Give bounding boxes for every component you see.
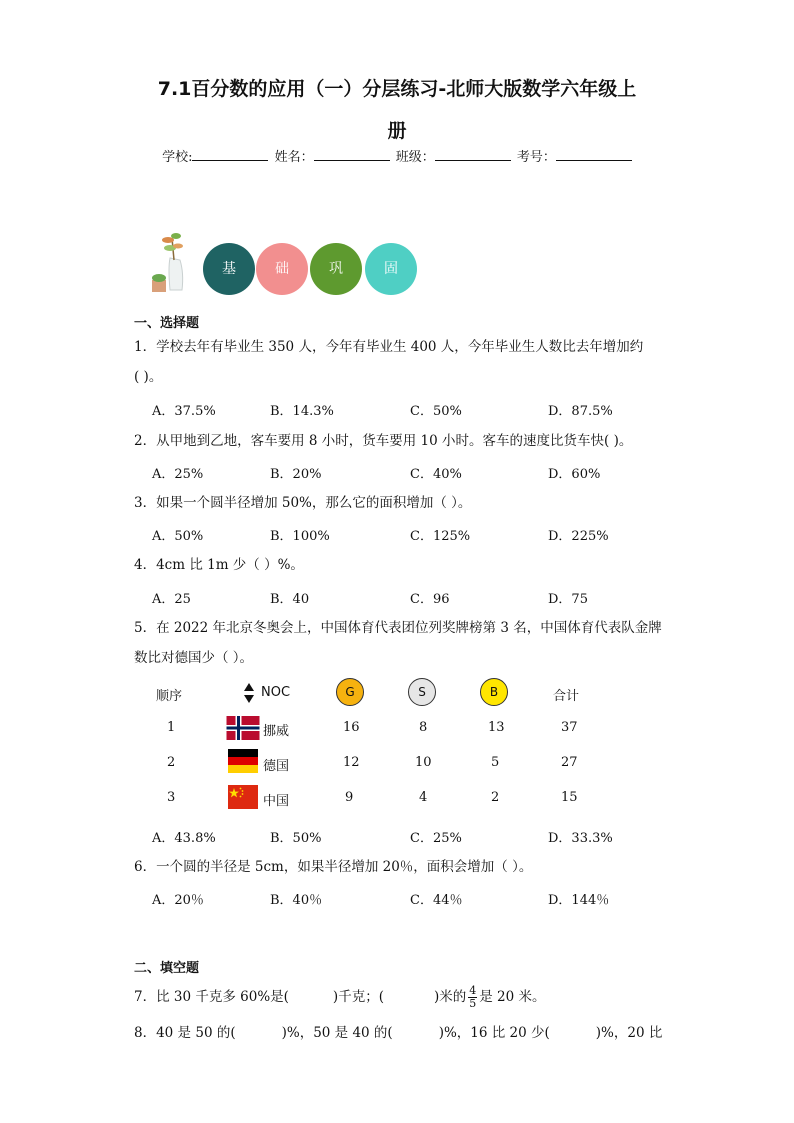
class-label: 班级： xyxy=(395,150,435,165)
question-1: 1．学校去年有毕业生 350 人，今年有毕业生 400 人，今年毕业生人数比去年增加约 ( )。 xyxy=(134,339,644,385)
row-1-total: 37 xyxy=(561,720,578,735)
plant-vase-icon xyxy=(148,228,192,296)
row-1-gold: 16 xyxy=(343,720,360,735)
badge-gong: 巩 xyxy=(310,243,362,295)
school-blank[interactable] xyxy=(192,148,268,161)
q3-option-b[interactable]: B．100% xyxy=(270,529,330,544)
q2-option-c[interactable]: C．40% xyxy=(410,467,462,482)
row-3-country: 中国 xyxy=(263,794,290,809)
question-3: 3．如果一个圆半径增加 50%，那么它的面积增加（ ）。 xyxy=(134,495,472,511)
row-3-total: 15 xyxy=(561,790,578,805)
q3-option-a[interactable]: A．50% xyxy=(152,529,204,544)
q3-option-d[interactable]: D．225% xyxy=(548,529,609,544)
q3-option-c[interactable]: C．125% xyxy=(410,529,471,544)
q2-option-b[interactable]: B．20% xyxy=(270,467,322,482)
q4-option-b[interactable]: B．40 xyxy=(270,592,310,607)
question-6: 6．一个圆的半径是 5cm，如果半径增加 20％，面积会增加（ ）。 xyxy=(134,859,533,875)
title-line-1: 7.1百分数的应用（一）分层练习-北师大版数学六年级上 xyxy=(157,78,637,100)
title-line-2: 册 xyxy=(387,120,407,142)
norway-flag-icon xyxy=(226,716,260,740)
row-2-silver: 10 xyxy=(415,755,432,770)
q5-option-d[interactable]: D．33.3% xyxy=(548,831,613,846)
class-blank[interactable] xyxy=(435,148,511,161)
q6-option-b[interactable]: B．40％ xyxy=(270,893,323,908)
header-rank: 顺序 xyxy=(156,689,183,704)
q1-option-b[interactable]: B．14.3% xyxy=(270,404,334,419)
exam-no-label: 考号： xyxy=(516,150,556,165)
row-2-rank: 2 xyxy=(167,755,176,770)
q4-option-d[interactable]: D．75 xyxy=(548,592,588,607)
row-3-rank: 3 xyxy=(167,790,176,805)
germany-flag-icon xyxy=(226,749,260,773)
row-1-rank: 1 xyxy=(167,720,176,735)
q5-option-c[interactable]: C．25% xyxy=(410,831,462,846)
q6-option-c[interactable]: C．44％ xyxy=(410,893,463,908)
section-fill-title: 二、填空题 xyxy=(134,961,200,976)
q2-option-d[interactable]: D．60% xyxy=(548,467,601,482)
badge-chu: 础 xyxy=(256,243,308,295)
q1-option-d[interactable]: D．87.5% xyxy=(548,404,613,419)
row-3-bronze: 2 xyxy=(491,790,500,805)
school-label: 学校: xyxy=(162,150,193,165)
bronze-medal-icon: B xyxy=(480,678,508,706)
student-info xyxy=(0,146,794,165)
row-1-silver: 8 xyxy=(419,720,428,735)
q6-option-d[interactable]: D．144％ xyxy=(548,893,610,908)
question-5: 5．在 2022 年北京冬奥会上，中国体育代表团位列奖牌榜第 3 名，中国体育代表队金牌 数比对德国少（ ）。 xyxy=(134,620,662,666)
fraction-four-fifths: $\frac{4}{5}$ xyxy=(469,984,477,1010)
row-1-bronze: 13 xyxy=(488,720,505,735)
q5-option-a[interactable]: A．43.8% xyxy=(152,831,216,846)
china-flag-icon xyxy=(226,785,260,809)
row-3-silver: 4 xyxy=(419,790,428,805)
silver-medal-icon: S xyxy=(408,678,436,706)
row-2-country: 德国 xyxy=(263,759,290,774)
q5-option-b[interactable]: B．50% xyxy=(270,831,322,846)
header-noc: NOC xyxy=(261,685,291,700)
q1-option-c[interactable]: C．50% xyxy=(410,404,462,419)
sort-icon[interactable] xyxy=(243,682,255,704)
question-4: 4．4cm 比 1m 少（ ）%。 xyxy=(134,557,304,573)
q6-option-a[interactable]: A．20％ xyxy=(152,893,204,908)
exam-no-blank[interactable] xyxy=(556,148,632,161)
badge-ji: 基 xyxy=(203,243,255,295)
row-2-bronze: 5 xyxy=(491,755,500,770)
row-1-country: 挪威 xyxy=(263,724,290,739)
row-2-total: 27 xyxy=(561,755,578,770)
name-blank[interactable] xyxy=(314,148,390,161)
q4-option-c[interactable]: C．96 xyxy=(410,592,450,607)
row-3-gold: 9 xyxy=(345,790,354,805)
question-7: 7．比 30 千克多 60%是( )千克；( )米的 $\frac{4}{5}$ 是 20 米。 xyxy=(134,984,546,1010)
q1-option-a[interactable]: A．37.5% xyxy=(152,404,216,419)
row-2-gold: 12 xyxy=(343,755,360,770)
section-choice-title: 一、选择题 xyxy=(134,316,200,331)
q2-option-a[interactable]: A．25% xyxy=(152,467,204,482)
page-title xyxy=(120,68,674,152)
gold-medal-icon: G xyxy=(336,678,364,706)
name-label: 姓名： xyxy=(274,150,314,165)
question-2: 2．从甲地到乙地，客车要用 8 小时，货车要用 10 小时。客车的速度比货车快( )。 xyxy=(134,433,633,449)
q4-option-a[interactable]: A．25 xyxy=(152,592,191,607)
question-8: 8．40 是 50 的( )%，50 是 40 的( )%，16 比 20 少( )%，20 比 xyxy=(134,1025,663,1041)
header-total: 合计 xyxy=(553,689,580,704)
badge-gu: 固 xyxy=(365,243,417,295)
